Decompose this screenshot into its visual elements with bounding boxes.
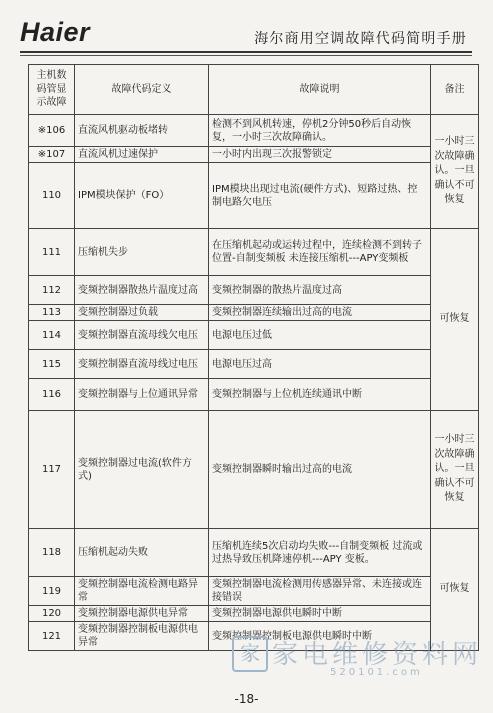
page-header xyxy=(0,0,493,60)
fault-name: 变频控制器控制板电源供电异常 xyxy=(75,622,209,651)
watermark-text: 家电维修资料网 xyxy=(272,640,483,670)
fault-code: 110 xyxy=(29,163,75,229)
table-row xyxy=(29,163,479,229)
fault-note: 一小时三次故障确认。一旦确认不可恢复 xyxy=(431,411,479,529)
fault-description: 电源电压过低 xyxy=(209,321,431,350)
fault-code: 118 xyxy=(29,529,75,577)
fault-description: 在压缩机起动或运转过程中，连续检测不到转子位置-自制变频板 未连接压缩机---APY变频板 xyxy=(209,229,431,276)
fault-description: IPM模块出现过电流(硬件方式)、短路过热、控制电路欠电压 xyxy=(209,163,431,229)
fault-note: 可恢复 xyxy=(431,229,479,411)
table-row xyxy=(29,115,479,147)
header-code: 主机数码管显示故障 xyxy=(29,65,75,115)
fault-description: 变频控制器电流检测用传感器异常、未连接或连接错误 xyxy=(209,577,431,606)
table-header-row xyxy=(29,65,479,115)
header-desc: 故障说明 xyxy=(209,65,431,115)
table-row xyxy=(29,379,479,411)
header-name: 故障代码定义 xyxy=(75,65,209,115)
header-rule-thin xyxy=(20,55,472,56)
fault-description: 变频控制器连续输出过高的电流 xyxy=(209,305,431,321)
fault-name: 变频控制器散热片温度过高 xyxy=(75,276,209,305)
table-row xyxy=(29,305,479,321)
table-row xyxy=(29,411,479,529)
fault-code: 113 xyxy=(29,305,75,321)
fault-description: 变频控制器的散热片温度过高 xyxy=(209,276,431,305)
header-rule xyxy=(20,51,472,53)
table-row xyxy=(29,321,479,350)
header-note: 备注 xyxy=(431,65,479,115)
fault-note: 可恢复 xyxy=(431,529,479,651)
fault-note: 一小时三次故障确认。一旦确认不可恢复 xyxy=(431,115,479,229)
table-row xyxy=(29,350,479,379)
fault-description: 变频控制器与上位机连续通讯中断 xyxy=(209,379,431,411)
fault-description: 压缩机连续5次启动均失败---自制变频板 过流或过热导致压机降速停机---APY 变板。 xyxy=(209,529,431,577)
fault-name: 变频控制器直流母线过电压 xyxy=(75,350,209,379)
fault-name: IPM模块保护（FO） xyxy=(75,163,209,229)
fault-name: 直流风机驱动板堵转 xyxy=(75,115,209,147)
fault-description: 电源电压过高 xyxy=(209,350,431,379)
fault-code: ※107 xyxy=(29,147,75,163)
fault-code: 115 xyxy=(29,350,75,379)
fault-name: 变频控制器直流母线欠电压 xyxy=(75,321,209,350)
fault-code: 111 xyxy=(29,229,75,276)
fault-code: 112 xyxy=(29,276,75,305)
manual-title: 海尔商用空调故障代码简明手册 xyxy=(254,31,467,47)
fault-description: 变频控制器瞬时输出过高的电流 xyxy=(209,411,431,529)
fault-description: 检测不到风机转速，停机2分钟50秒后自动恢复，一小时三次故障确认。 xyxy=(209,115,431,147)
fault-code: ※106 xyxy=(29,115,75,147)
fault-code: 116 xyxy=(29,379,75,411)
table-row xyxy=(29,577,479,606)
table-row xyxy=(29,529,479,577)
fault-name: 变频控制器过电流(软件方式) xyxy=(75,411,209,529)
table-row xyxy=(29,229,479,276)
fault-code-table xyxy=(28,64,479,651)
table-row xyxy=(29,147,479,163)
fault-name: 直流风机过速保护 xyxy=(75,147,209,163)
fault-code: 114 xyxy=(29,321,75,350)
page-number: -18- xyxy=(234,692,259,706)
watermark-url: 520101.com xyxy=(330,667,423,678)
haier-logo: Haier xyxy=(20,17,91,47)
fault-name: 变频控制器电流检测电路异常 xyxy=(75,577,209,606)
table-row xyxy=(29,276,479,305)
fault-code: 120 xyxy=(29,606,75,622)
fault-description: 变频控制器电源供电瞬时中断 xyxy=(209,606,431,622)
fault-code: 121 xyxy=(29,622,75,651)
fault-name: 变频控制器与上位通讯异常 xyxy=(75,379,209,411)
fault-code: 119 xyxy=(29,577,75,606)
fault-description: 变频控制器控制板电源供电瞬时中断 xyxy=(209,622,431,651)
watermark-logo-icon: 家 xyxy=(232,636,268,672)
fault-name: 压缩机起动失败 xyxy=(75,529,209,577)
fault-name: 变频控制器电源供电异常 xyxy=(75,606,209,622)
table-row xyxy=(29,606,479,622)
fault-description: 一小时内出现三次报警锁定 xyxy=(209,147,431,163)
fault-name: 压缩机失步 xyxy=(75,229,209,276)
fault-name: 变频控制器过负载 xyxy=(75,305,209,321)
fault-code: 117 xyxy=(29,411,75,529)
